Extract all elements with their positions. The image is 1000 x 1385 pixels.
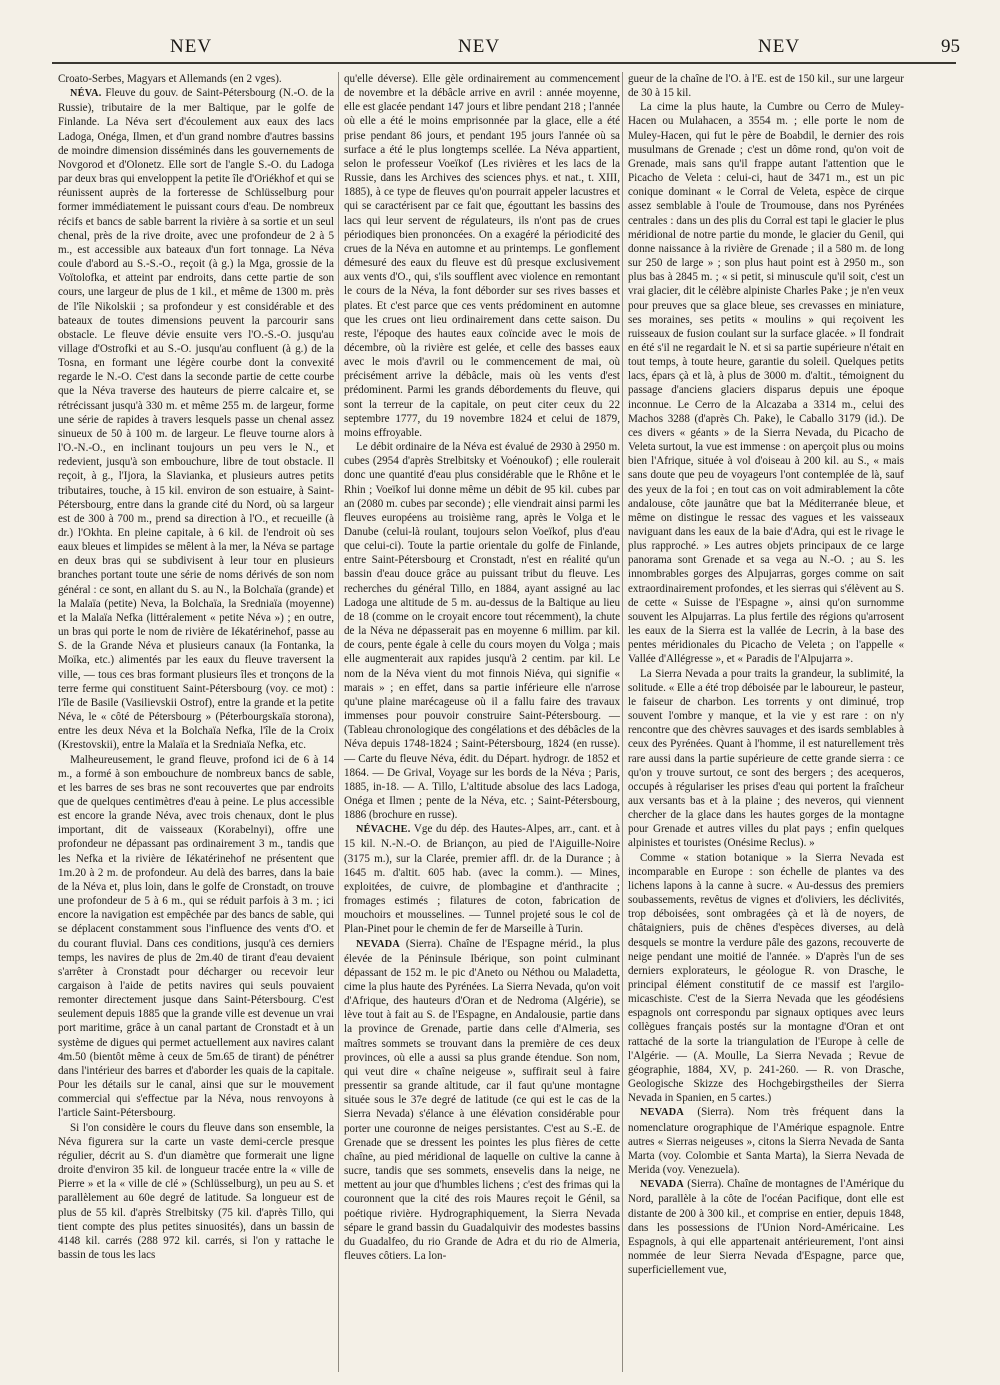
entry-text: Comme « station botanique » la Sierra Nevada est incomparable en Europe : son échelle de plantes va des lichens lapons à la canne à sucre. « Au-dessus des premiers soubassements, revêtus de vignes et d'oliviers, les déclivités, trop déboisées, sont ombragées çà et là de noyers, de châtaigniers, puis de chênes d'espèces diverses, au delà desquels se montre la verdure pâle des gazons, recouverte de neige pendant une moitié de l'année. » D'après l'un de ses derniers explorateurs, le géologue R. von Drasche, le principal élément constitutif de ce massif est l'argilo-micaschiste. C'est de la Sierra Nevada que les géodésiens espagnols ont correspondu par signaux optiques avec leurs collègues français postés sur la montagne d'Oran et ont rattaché de la sorte la triangulation de l'Europe à celle de l'Algérie. — (A. Moulle, La Sierra Nevada ; Revue de géographie, 1884, XV, p. 241-260. — R. von Drasche, Geologische Skizze des Hochgebirgstheiles der Sierra Nevada in Spanien, en 5 cartes.)	[628, 851, 904, 1105]
entry-headword: NEVADA	[356, 938, 401, 950]
column-divider	[338, 72, 339, 1372]
entry-text: qu'elle déverse). Elle gèle ordinairement au commencement de novembre et la débâcle arrive en avril : année moyenne, elle est glacée pendant 147 jours et libre pendant 218 ; l'année où elle a été le moins emprisonnée par la glace, elle a été prise pendant 86 jours, et pendant 195 jours l'année où sa surface a été le plus longtemps scellée. La Néva appartient, selon le professeur Voeïkof (Les rivières et les lacs de la Russie, dans les Archives des sciences phys. et nat., t. XIII, 1885), à ce type de fleuves qu'on pourrait appeler lacustres et qui se caractérisent par ce fait que, égouttant les bassins des lacs qui leur servent de régulateurs, ils n'ont pas de crues périodiques bien prononcées. On a exagéré la périodicité des crues de la Néva en automne et au printemps. Le gonflement démesuré des eaux du fleuve est dû presque exclusivement aux vents d'O., qui, s'ils soufflent avec violence en remontant le cours de la Néva, la font déborder sur ses rives basses et plates. Et c'est parce que ces vents prédominent en automne que les crues ont lieu ordinairement dans cette saison. Du reste, l'époque des hautes eaux coïncide avec le mois de décembre, où la rivière est gelée, et celle des basses eaux avec le mois d'avril ou le commencement de mai, où précisément arrive la débâcle, mais où les vents d'est prédominent. Parmi les grands débordements du fleuve, qui sont la terreur de la capitale, on peut citer ceux du 22 septembre 1777, du 19 novembre 1824 et celui de 1879, moins effroyable.	[344, 73, 620, 439]
header-rule	[52, 62, 956, 64]
entry-headword: NEVADA	[640, 1179, 685, 1191]
entry-text: (Sierra). Chaîne de l'Espagne mérid., la plus élevée de la Péninsule Ibérique, son point culminant dépassant de 152 m. le pic d'Aneto ou Néthou ou Maladetta, cime la plus haute des Pyrénées. La Sierra Nevada, qu'on voit d'Afrique, des hauteurs d'Oran et de Nedroma (Algérie), se lève tout à fait au S. de l'Espagne, en Andalousie, partie dans la province de Grenade, partie dans celle d'Almeria, ses maîtres sommets se trouvant dans la première de ces deux provinces, où elle a aussi sa plus grande étendue. Son nom, qui veut dire « chaîne neigeuse », suffirait seul à faire pressentir sa grande altitude, car il faut qu'une montagne située sous le 37e degré de latitude (ce qui est le cas de la Sierra Nevada) s'élance à une élévation considérable pour porter une couronne de neiges persistantes. C'est au S.-E. de Grenade que se dressent les pointes les plus fières de cette chaîne, au pied méridional de laquelle on cultive la canne à sucre, tandis que ses sommets, ensevelis dans la neige, ne mettent au jour que d'humbles lichens ; c'est des frimas qui la couronnent que la cité des rois Maures reçoit le Génil, sa poétique rivière. Hydrographiquement, la Sierra Nevada sépare le grand bassin du Guadalquivir des modestes bassins du Guadalfeo, du rio Grande de Adra et du rio de Almeria, fleuves côtiers. La lon-	[344, 937, 620, 1262]
dictionary-entry	[58, 86, 334, 752]
paragraph	[58, 753, 334, 1121]
paragraph	[628, 100, 904, 666]
entry-text: La Sierra Nevada a pour traits la grandeur, la sublimité, la solitude. « Elle a été trop déboisée par le laboureur, le pasteur, le faiseur de charbon. Les torrents y ont diminué, trop souvent l'ombre y manque, et la vie y est rare : on n'y rencontre que des chèvres sauvages et des isards semblables à ceux des Pyrénées. Quant à l'homme, il est naturellement très rare aussi dans la partie supérieure de cette grande sierra : ce qu'on y trouve surtout, ce sont des bergers ; des acequeros, occupés à régulariser les prises d'eau qui portent la fraîcheur aux versants bas et à la plaine ; des neveros, qui viennent chercher de la glace dans les hautes gorges de la montagne pour Grenade et autres villes du plat pays ; enfin quelques alpinistes et touristes (Onésime Reclus). »	[628, 667, 904, 850]
paragraph	[58, 1121, 334, 1263]
text-column-2	[344, 72, 620, 1375]
paragraph	[344, 72, 620, 440]
paragraph	[58, 72, 334, 86]
dictionary-entry	[628, 1105, 904, 1177]
entry-headword: NÉVA.	[70, 88, 102, 100]
running-head-right: NEV	[758, 36, 801, 57]
entry-text: (Sierra). Chaîne de montagnes de l'Amérique du Nord, parallèle à la côte de l'océan Pacifique, dont elle est distante de 200 à 300 kil., et comprise en entier, depuis 1848, dans les possessions de l'Union Nord-Américaine. Les Espagnols, à qui elle appartenait antérieurement, l'ont ainsi nommée de leur Sierra Nevada d'Espagne, parce que, superficiellement vue,	[628, 1178, 904, 1277]
entry-text: Vge du dép. des Hautes-Alpes, arr., cant. et à 15 kil. N.-N.-O. de Briançon, au pied de l'Aiguille-Noire (3175 m.), sur la Clarée, premier affl. dr. de la Durance ; à 1645 m. d'altit. 605 hab. (avec la comm.). — Mines, exploitées, de cuivre, de plombagine et d'anthracite ; fromages estimés ; filatures de coton, fabrication de mouchoirs et mousselines. — Tunnel projeté sous le col de Plan-Pinet pour le chemin de fer de Marseille à Turin.	[344, 823, 620, 936]
column-divider	[622, 72, 623, 1372]
entry-text: Le débit ordinaire de la Néva est évalué de 2930 à 2950 m. cubes (2954 d'après Strelbitsky et Voénoukof) ; elle roulerait donc une quantité d'eau plus considérable que le Rhône et le Rhin ; Voeïkof lui donne même un débit de 95 kil. cubes par an (2080 m. cubes par seconde) ; elle viendrait ainsi parmi les fleuves européens au troisième rang, après le Volga et le Danube (celui-là roulant, toujours selon Voeïkof, plus d'eau que celui-ci). Toute la partie orientale du golfe de Finlande, entre Saint-Pétersbourg et Cronstadt, n'est en réalité qu'un bassin d'eau douce grâce au puissant tribut du fleuve. Les recherches du général Tillo, en 1884, ayant assigné au lac Ladoga une altitude de 5 m. au-dessus de la Baltique au lieu de 18 (comme on le croyait encore tout récemment), la chute de la Néva ne dépasserait pas en moyenne 6 millim. par kil. de cours, pente égale à celle du cours moyen du Volga ; mais elle augmenterait aux rapides jusqu'à 2 centim. par kil. Le nom de la Néva vient du mot finnois Niéva, qui signifie « marais » ; en effet, dans sa partie inférieure elle n'arrose qu'une plaine marécageuse où il a fallu faire des travaux immenses pour pouvoir construire Saint-Pétersbourg. — (Tableau chronologique des congélations et des débâcles de la Néva depuis 1748-1824 ; Saint-Pétersbourg, 1824 (en russe). — Carte du fleuve Néva, édit. du Départ. hydrogr. de 1852 et 1864. — De Grival, Voyage sur les bords de la Néva ; Paris, 1885, in-18. — A. Tillo, L'altitude absolue des lacs Ladoga, Onéga et Ilmen ; pente de la Néva, etc. ; Saint-Pétersbourg, 1886 (brochure en russe).	[344, 441, 620, 822]
entry-text: Croato-Serbes, Magyars et Allemands (en 2 vges).	[58, 73, 282, 85]
text-column-1	[58, 72, 334, 1375]
entry-text: La cime la plus haute, la Cumbre ou Cerro de Muley-Hacen ou Mulahacen, a 3554 m. ; elle porte le nom de Muley-Hacen, qui fut le père de Boabdil, le dernier des rois musulmans de Grenade ; c'est un dôme rond, qu'on voit de Grenade, mais sans qu'il frappe autant l'attention que le Picacho de Veleta : celui-ci, haut de 3471 m., est un pic conique dominant « le Corral de Veleta, espèce de cirque assez semblable à l'oule de Troumouse, dans nos Pyrénées centrales : dans un des plis du Corral est tapi le glacier le plus méridional de notre partie du monde, le glacier du Genil, qui donne naissance à la rivière de Grenade ; il a 580 m. de long sur 250 de large » ; son plus haut point est à 2950 m., son plus bas à 2845 m. ; « si petit, si minuscule qu'il soit, c'est un vrai glacier, dit le célèbre alpiniste Charles Pake ; je n'en veux pour preuves que sa glace bleue, ses crevasses en miniature, ses moraines, ses petits « moulins » qui reçoivent les ruisseaux de fusion coulant sur la surface glacée. » Il fondrait en été s'il ne regardait le N. et si sa partie supérieure n'était en tout temps, à toute heure, garantie du soleil. Quelques petits lacs, épars çà et là, à plus de 3000 m. d'altit., témoignent du passage d'anciens glaciers disparus depuis une époque inconnue. Le Cerro de la Alcazaba a 3314 m., celui des Machos 3288 (d'après Ch. Pake), le Caballo 3179 (id.). De ces divers « géants » de la Sierra Nevada, du Picacho de Veleta surtout, la vue est immense : on aperçoit plus ou moins bien l'Afrique, située à vol d'oiseau à 200 kil. au S., « mais sans doute que peu de voyageurs l'ont contemplée de là, sauf des yeux de la foi ; en tout cas on voit admirablement la côte andalouse, côte jaunâtre que bat la Méditerranée bleue, et même on distingue le ressac des vagues et les vaisseaux naviguant dans les eaux de la baie d'Adra, qui est le rivage le plus rapproché. » Les autres objets principaux de ce large panorama sont Grenade et sa vega au N.-O. ; au S. les innombrables gorges des Alpujarras, gorges comme on sait extraordinairement profondes, et les sierras qui s'élèvent au S. de cette « Suisse de l'Espagne », ainsi qu'on surnomme souvent les Alpujarras. La plus fertile des régions qu'arrosent les eaux de la Sierra est la vallée de Lecrin, à la base des pentes méridionales du Picacho de Veleta ; on l'appelle « Vallée d'Allégresse », et « Paradis de l'Alpujarra ».	[628, 101, 904, 666]
paragraph	[628, 72, 904, 100]
running-head-left: NEV	[170, 36, 213, 57]
text-column-3	[628, 72, 904, 1375]
paragraph	[344, 440, 620, 822]
paragraph	[628, 851, 904, 1106]
entry-text: gueur de la chaîne de l'O. à l'E. est de 150 kil., sur une largeur de 30 à 15 kil.	[628, 73, 904, 100]
entry-text: Si l'on considère le cours du fleuve dans son ensemble, la Néva figurera sur la carte un vaste demi-cercle presque régulier, décrit au S. d'un diamètre que formerait une ligne droite d'environ 35 kil. de longueur tracée entre la « ville de Pierre » et la « ville de clé » (Schlüsselburg), un peu au S. et parallèlement au 60e degré de latitude. Sa longueur est de plus de 55 kil. d'après Strelbitsky (75 kil. d'après Tillo, qui tient compte des plus petites sinuosités), dans un bassin de 4148 kil. carrés (288 972 kil. carrés, si l'on y rattache le bassin de tous les lacs	[58, 1121, 334, 1261]
entry-text: Fleuve du gouv. de Saint-Pétersbourg (N.-O. de la Russie), tributaire de la mer Baltique, par le golfe de Finlande. La Néva sert d'écoulement aux eaux des lacs Ladoga, Onéga, Ilmen, et d'un grand nombre d'autres bassins de moindre dimension disséminés dans les gouvernements de Novgorod et d'Olonetz. Elle sort de l'angle S.-O. du Ladoga par deux bras qui enveloppent la petite île d'Oriékhof et qui se réunissent auprès de la forteresse de Schlüsselburg pour former immédiatement le puissant cours d'eau. De nombreux récifs et bancs de sable barrent la rivière à sa sortie et un seul chenal, près de la rive droite, avec une profondeur de 2 à 5 m., est accessible aux bateaux d'un fort tonnage. La Néva coule d'abord au S.-S.-O., reçoit (à g.) la Mga, grossie de la Voïtolofka, et atteint par endroits, dans cette partie de son cours, une largeur de plus de 1 kil., et même de 1300 m. près de l'île Nikolskii ; sa profondeur y est considérable et des bateaux de toutes dimensions peuvent la parcourir sans obstacle. Le fleuve dévie ensuite vers l'O.-S.-O. jusqu'au village d'Ostrofki et au S.-O. jusqu'au confluent (à g.) de la Tosna, en formant une légère courbe dont la convexité regarde le N.-O. C'est dans la seconde partie de cette courbe que la Néva traverse des hauteurs de pierre calcaire et, se rétrécissant jusqu'à 330 m. et même 255 m. de largeur, forme une série de rapides à travers lesquels passe un chenal assez sinueux de 50 à 100 m. de largeur. Le fleuve tourne alors à l'O.-N.-O., en inclinant toujours un peu vers le N., et redevient, jusqu'à son embouchure, libre de tout obstacle. Il reçoit, à g., l'Ijora, la Slavianka, et plusieurs autres petits tributaires, touche, à 15 kil. environ de son estuaire, à Saint-Pétersbourg, entre dans la grande cité du Nord, où sa largeur est de 300 à 700 m., prend sa direction à l'O., et recueille (à dr.) l'Okhta. En pleine capitale, à 6 kil. de l'endroit où ses eaux bleues et limpides se mêlent à la mer, la Néva se partage en deux bras qui se subdivisent à leur tour en plusieurs branches portant toute une série de noms dérivés de son nom général : ce sont, en allant du S. au N., la Bolchaïa (grande) et la Malaïa (petite) Neva, la Bolchaïa, la Sredniaïa (moyenne) et la Malaïa Nefka (littéralement « petite Néva ») ; en outre, un bras qui porte le nom de rivière de Iékatérinehof, passe au S. de la Grande Néva et plusieurs canaux (la Fontanka, la Moïka, etc.) alimentés par les eaux du fleuve traversent la ville, — tous ces bras formant plusieurs îles et tronçons de la terre ferme qui constituent Saint-Pétersbourg (voy. ce mot) : l'île de Basile (Vasilievskii Ostrof), entre la grande et la petite Néva, le « côté de Pétersbourg » (Péterbourgskaïa storona), entre les deux Néva et la Bolchaïa Nefka, l'île de la Croix (Krestovskii), entre la Malaïa et la Sredniaïa Nefka, etc.	[58, 87, 334, 752]
page-number: 95	[941, 36, 960, 57]
entry-text: (Sierra). Nom très fréquent dans la nomenclature orographique de l'Amérique espagnole. Entre autres « Sierras neigeuses », citons la Sierra Nevada de Santa Marta (voy. Colombie et Santa Marta), la Sierra Nevada de Merida (voy. Venezuela).	[628, 1106, 904, 1177]
paragraph	[628, 667, 904, 851]
dictionary-entry	[344, 822, 620, 936]
dictionary-entry	[344, 937, 620, 1264]
dictionary-entry	[628, 1177, 904, 1277]
running-head-center: NEV	[458, 36, 501, 57]
entry-headword: NEVADA	[640, 1107, 685, 1119]
entry-text: Malheureusement, le grand fleuve, profond ici de 6 à 14 m., a formé à son embouchure de nombreux bancs de sable, et les barres de ses bras ne sont recouvertes que par endroits que de quelques centimètres d'eau à peine. Le plus accessible est encore la grande Néva, avec trois chenaux, dont le plus important, dit de vaisseaux (Korabelnyi), offre une profondeur ne dépassant pas ordinairement 3 m., tandis que les Nefka et la rivière de Iékatérinehof ne présentent que 1m.20 à 2 m. de profondeur. Au delà des barres, dans la baie de la Néva et, plus loin, dans le golfe de Cronstadt, on trouve une profondeur de 5 à 6 m., qui se réduit parfois à 3 m. ; ici encore la navigation est empêchée par des bancs de sable, qui se déplacent constamment sous l'influence des vents d'O. et du courant fluvial. Dans ces conditions, jusqu'à ces derniers temps, les navires de plus de 2m.40 de tirant d'eau devaient s'arrêter à Cronstadt pour décharger ou recevoir leur cargaison à l'aide de petits navires qui seuls pouvaient remonter directement jusque dans Saint-Pétersbourg. C'est seulement depuis 1885 que la grande ville est devenue un vrai port maritime, grâce à un canal partant de Cronstadt et à un système de digues qui permet actuellement aux navires calant 4m.50 (bientôt même à ceux de 5m.65 de tirant) de pénétrer dans l'intérieur des barres et d'aborder les quais de la capitale. Pour les détails sur le canal, ainsi que sur le mouvement commercial qui s'effectue par la Néva, nous renvoyons à l'article Saint-Pétersbourg.	[58, 753, 334, 1120]
entry-headword: NÉVACHE.	[356, 824, 411, 836]
